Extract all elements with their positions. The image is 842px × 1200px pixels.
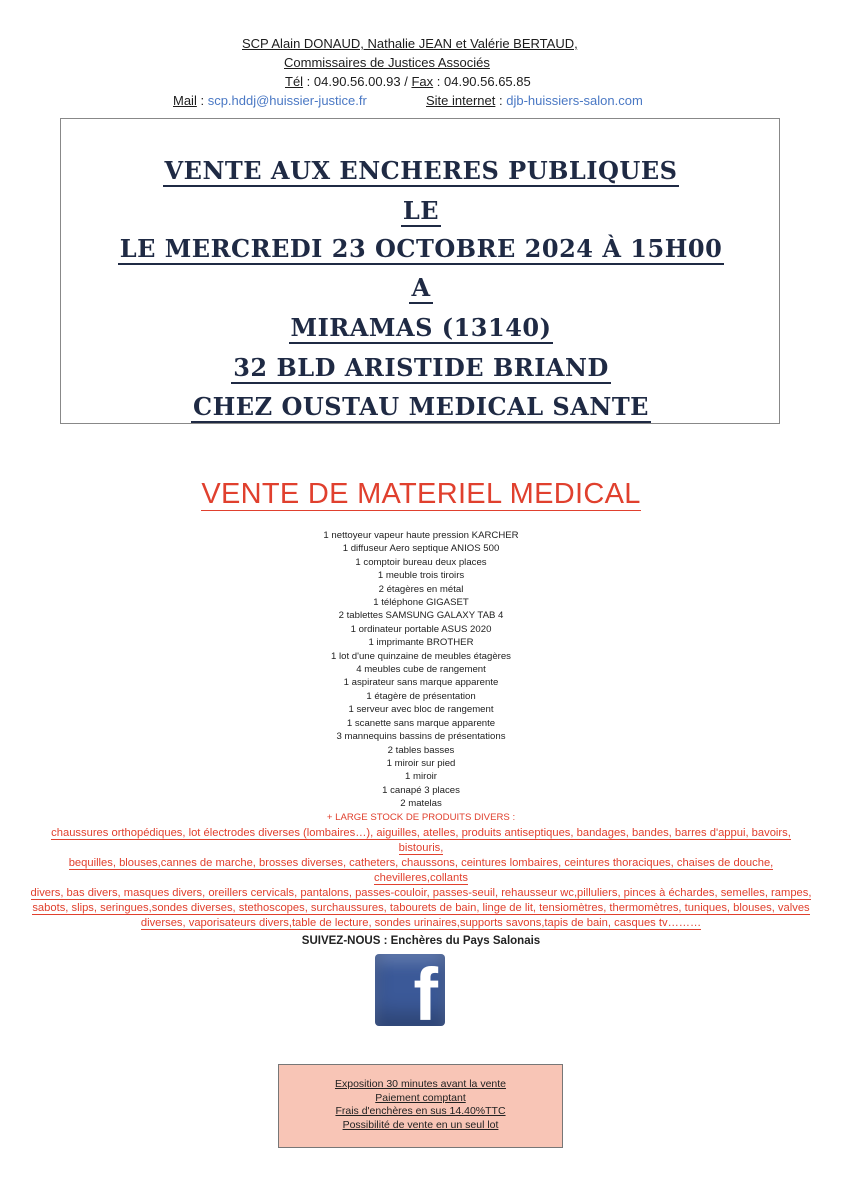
announcement-line-4: A bbox=[411, 273, 431, 302]
stock-title: + LARGE STOCK DE PRODUITS DIVERS : bbox=[326, 811, 516, 823]
stock-line: sabots, slips, seringues,sondes diverses, stethoscopes, surchaussures, tabourets de bain, linge de lit, tensiomètres, thermomètres, tuniques, blouses, valves bbox=[32, 902, 810, 914]
list-item: 2 matelas bbox=[400, 798, 442, 810]
list-item: 2 étagères en métal bbox=[378, 583, 464, 595]
item-list bbox=[0, 529, 842, 824]
list-item: 1 étagère de présentation bbox=[366, 690, 476, 702]
list-item: 1 scanette sans marque apparente bbox=[346, 717, 496, 729]
stock-line: chaussures orthopédiques, lot électrodes diverses (lombaires…), aiguilles, atelles, produits antiseptiques, bandages, bandes, barres d'appui, bavoirs, bistouris, bbox=[51, 827, 791, 854]
list-item: 1 miroir bbox=[405, 771, 437, 783]
condition-fees: Frais d'enchères en sus 14.40%TTC bbox=[335, 1105, 506, 1118]
list-item: 2 tablettes SAMSUNG GALAXY TAB 4 bbox=[338, 610, 504, 622]
tel-value: : 04.90.56.00.93 / bbox=[303, 74, 412, 89]
stock-line: divers, bas divers, masques divers, oreillers cervicals, pantalons, passes-couloir, passes-seuil, rehausseur wc,pilluliers, pinces à échardes, semelles, rampes, bbox=[30, 887, 812, 899]
list-item: 1 aspirateur sans marque apparente bbox=[343, 677, 499, 689]
condition-single-lot: Possibilité de vente en un seul lot bbox=[342, 1118, 499, 1131]
phone-fax-line bbox=[285, 72, 531, 91]
announcement-city: MIRAMAS (13140) bbox=[290, 313, 552, 342]
fax-value: : 04.90.56.65.85 bbox=[433, 74, 531, 89]
site-label: Site internet bbox=[426, 93, 496, 108]
announcement-address: 32 BLD ARISTIDE BRIAND bbox=[233, 353, 609, 382]
list-item: 1 meuble trois tiroirs bbox=[377, 570, 465, 582]
tel-label: Tél bbox=[285, 74, 304, 89]
mail-label: Mail bbox=[173, 93, 197, 108]
sale-title: VENTE DE MATERIEL MEDICAL bbox=[201, 478, 641, 510]
fax-label: Fax bbox=[411, 74, 434, 89]
list-item: 1 miroir sur pied bbox=[386, 757, 456, 769]
condition-exposition: Exposition 30 minutes avant la vente bbox=[334, 1078, 507, 1090]
list-item: 1 lot d'une quinzaine de meubles étagères bbox=[331, 650, 511, 662]
announcement-line-1: VENTE AUX ENCHERES PUBLIQUES bbox=[164, 156, 678, 185]
facebook-f-glyph: f bbox=[413, 953, 438, 1036]
list-item: 1 téléphone GIGASET bbox=[373, 597, 469, 609]
announcement-date: LE MERCREDI 23 OCTOBRE 2024 À 15H00 bbox=[119, 234, 723, 263]
list-item: 1 ordinateur portable ASUS 2020 bbox=[350, 623, 492, 635]
list-item: 4 meubles cube de rangement bbox=[356, 664, 486, 676]
list-item: 1 serveur avec bloc de rangement bbox=[348, 704, 494, 716]
list-item: 1 imprimante BROTHER bbox=[368, 637, 474, 649]
condition-payment: Paiement comptant bbox=[375, 1091, 466, 1104]
list-item: 3 mannequins bassins de présentations bbox=[336, 731, 506, 743]
follow-us: SUIVEZ-NOUS : Enchères du Pays Salonais bbox=[301, 935, 541, 947]
list-item: 1 nettoyeur vapeur haute pression KARCHER bbox=[323, 530, 519, 541]
facebook-icon[interactable] bbox=[375, 953, 445, 1036]
list-item: 1 canapé 3 places bbox=[382, 784, 460, 796]
firm-role: Commissaires de Justices Associés bbox=[284, 55, 490, 70]
sale-conditions-box bbox=[278, 1064, 563, 1148]
mail-line: Mail : scp.hddj@huissier-justice.fr bbox=[173, 93, 367, 108]
list-item: 1 diffuseur Aero septique ANIOS 500 bbox=[342, 543, 500, 555]
stock-description bbox=[30, 826, 812, 931]
site-link[interactable]: djb-huissiers-salon.com bbox=[506, 93, 643, 108]
site-line: Site internet : djb-huissiers-salon.com bbox=[426, 93, 643, 108]
list-item: 2 tables basses bbox=[387, 744, 455, 756]
mail-link[interactable]: scp.hddj@huissier-justice.fr bbox=[207, 93, 367, 108]
stock-line: diverses, vaporisateurs divers,table de lecture, sondes urinaires,supports savons,tapis de bain, casques tv……… bbox=[140, 917, 702, 929]
announcement-line-2: LE bbox=[402, 196, 440, 225]
stock-line: bequilles, blouses,cannes de marche, brosses diverses, catheters, chaussons, ceintures lombaires, ceintures thoraciques, chaises de douche, chevilleres,collants bbox=[68, 857, 774, 884]
announcement-venue: CHEZ OUSTAU MEDICAL SANTE bbox=[193, 392, 649, 421]
firm-name: SCP Alain DONAUD, Nathalie JEAN et Valérie BERTAUD, bbox=[242, 36, 578, 51]
list-item: 1 comptoir bureau deux places bbox=[355, 556, 487, 568]
